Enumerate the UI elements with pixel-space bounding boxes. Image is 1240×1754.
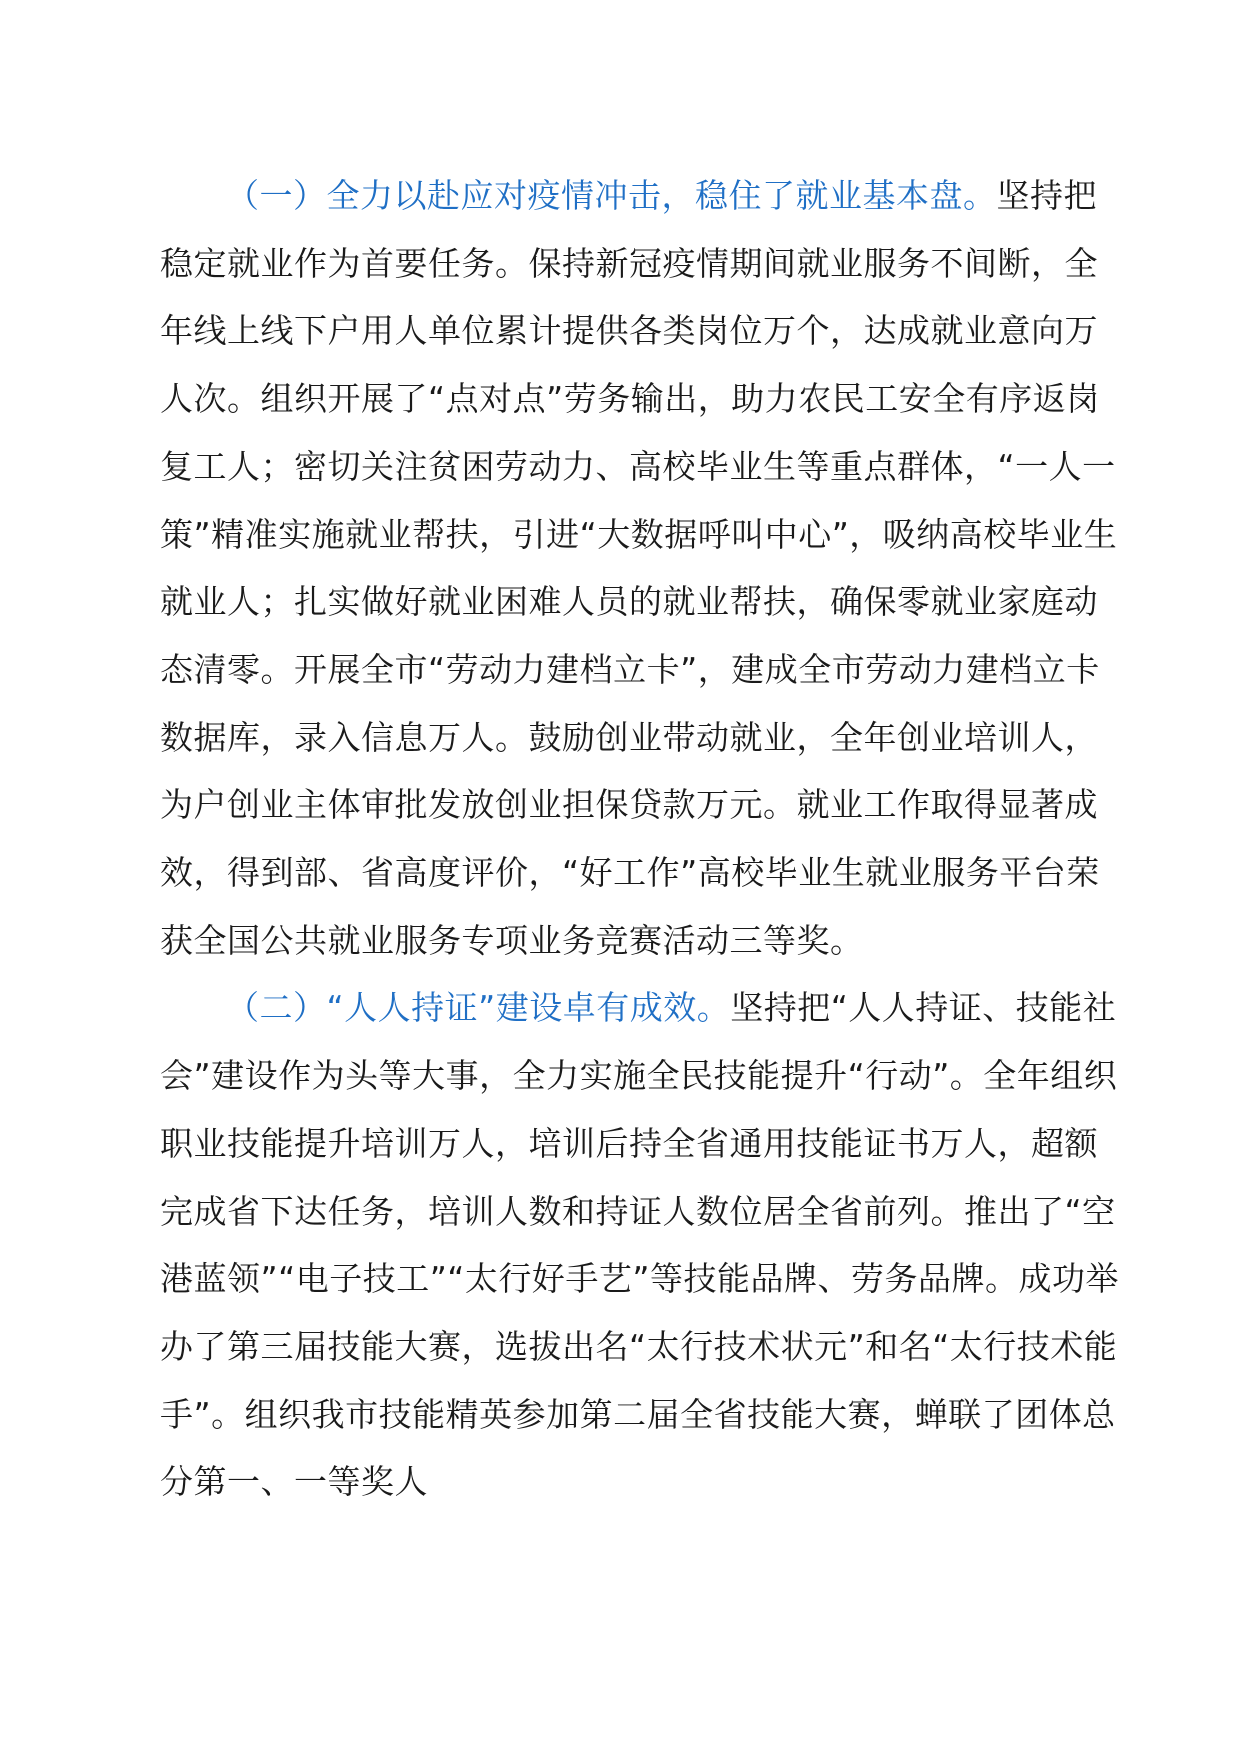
document-page — [160, 162, 1120, 1516]
paragraph-heading: （二）“人人持证”建设卓有成效。 — [226, 988, 731, 1028]
paragraph-body: 坚持把“人人持证、技能社会”建设作为头等大事，全力实施全民技能提升“行动”。全年组织职业技能提升培训万人，培训后持全省通用技能证书万人，超额完成省下达任务，培训人数和持证人数位居全省前列。推出了“空港蓝领”“电子技工”“太行好手艺”等技能品牌、劳务品牌。成功举办了第三届技能大赛，选拔出名“太行技术状元”和名“太行技术能手”。组织我市技能精英参加第二届全省技能大赛，蝉联了团体总分第一、一等奖人 — [160, 988, 1119, 1502]
paragraph-skills-certification — [160, 974, 1120, 1516]
paragraph-employment — [160, 162, 1120, 974]
paragraph-heading: （一）全力以赴应对疫情冲击，稳住了就业基本盘。 — [226, 176, 997, 215]
paragraph-body: 坚持把稳定就业作为首要任务。保持新冠疫情期间就业服务不间断，全年线上线下户用人单位累计提供各类岗位万个，达成就业意向万人次。组织开展了“点对点”劳务输出，助力农民工安全有序返岗复工人；密切关注贫困劳动力、高校毕业生等重点群体，“一人一策”精准实施就业帮扶，引进“大数据呼叫中心”，吸纳高校毕业生就业人；扎实做好就业困难人员的就业帮扶，确保零就业家庭动态清零。开展全市“劳动力建档立卡”，建成全市劳动力建档立卡数据库，录入信息万人。鼓励创业带动就业，全年创业培训人，为户创业主体审批发放创业担保贷款万元。就业工作取得显著成效，得到部、省高度评价，“好工作”高校毕业生就业服务平台荣获全国公共就业服务专项业务竞赛活动三等奖。 — [160, 176, 1118, 960]
